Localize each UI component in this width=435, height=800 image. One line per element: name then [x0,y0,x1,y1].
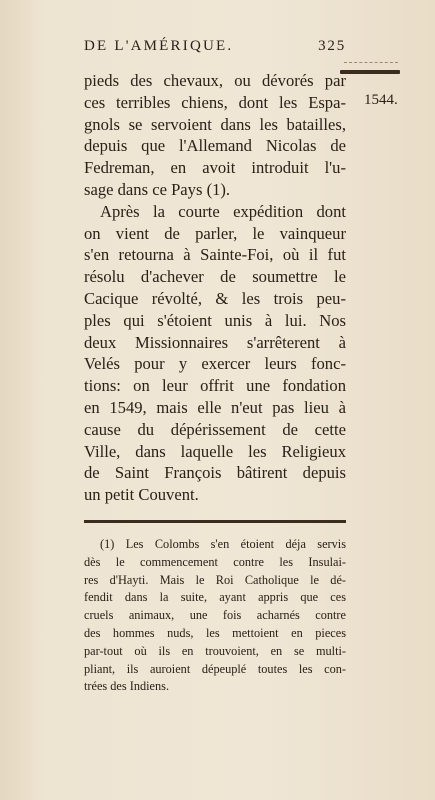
body-line: Cacique révolté, & les trois peu- [84,288,346,308]
footnote-line: par-tout où ils en trouvoient, en se multi- [84,643,346,658]
page-number: 325 [318,38,346,54]
body-line: depuis que l'Allemand Nicolas de [84,136,346,156]
body-line: ples qui s'étoient unis à lui. Nos [84,310,346,330]
body-line: Après la courte expédition dont [100,201,346,221]
margin-rule [340,70,400,74]
body-line: Velés pour y exercer leurs fonc- [84,354,346,374]
body-line: de Saint François bâtirent depuis [84,463,346,483]
body-line: s'en retourna à Sainte-Foi, où il fut [84,245,346,265]
body-line: ces terribles chiens, dont les Espa- [84,92,346,112]
body-line: cause du dépérissement de cette [84,419,346,439]
body-line: on vient de parler, le vainqueur [84,223,346,243]
running-head [84,38,346,55]
footnote-line: des hommes nuds, les mettoient en pieces [84,625,346,640]
body-line: pieds des chevaux, ou dévorés par [84,71,346,90]
footnote-line: pliant, ils auroient dépeuplé toutes les con- [84,661,346,676]
footnote-line: cruels animaux, une fois acharnés contre [84,608,346,623]
footnote-line: fendit dans la suite, ayant appris que ces [84,590,346,605]
body-text [84,70,346,506]
body-line: résolu d'achever de soumettre le [84,267,346,287]
body-line: sage dans ce Pays (1). [84,179,231,199]
footnote-rule [84,520,346,523]
body-line: un petit Couvent. [84,485,199,505]
body-line: tions: on leur offrit une fondation [84,376,346,396]
running-head-title: DE L'AMÉRIQUE. [84,38,234,54]
footnote-line: trées des Indiens. [84,679,170,694]
margin-year-note: 1544. [364,92,398,108]
margin-dashed-rule [344,62,398,63]
footnote-line: res d'Hayti. Mais le Roi Catholique le dé- [84,572,346,587]
footnote-line: dès le commencement contre les Insulai- [84,554,346,569]
body-line: gnols se servoient dans les batailles, [84,114,346,134]
footnote [84,536,346,696]
footnote-line: (1) Les Colombs s'en étoient déja servis [100,537,346,551]
body-line: Fedreman, en avoit introduit l'u- [84,158,346,178]
body-line: deux Missionnaires s'arrêterent à [84,332,346,352]
body-line: en 1549, mais elle n'eut pas lieu à [84,397,346,417]
body-line: Ville, dans laquelle les Religieux [84,441,346,461]
